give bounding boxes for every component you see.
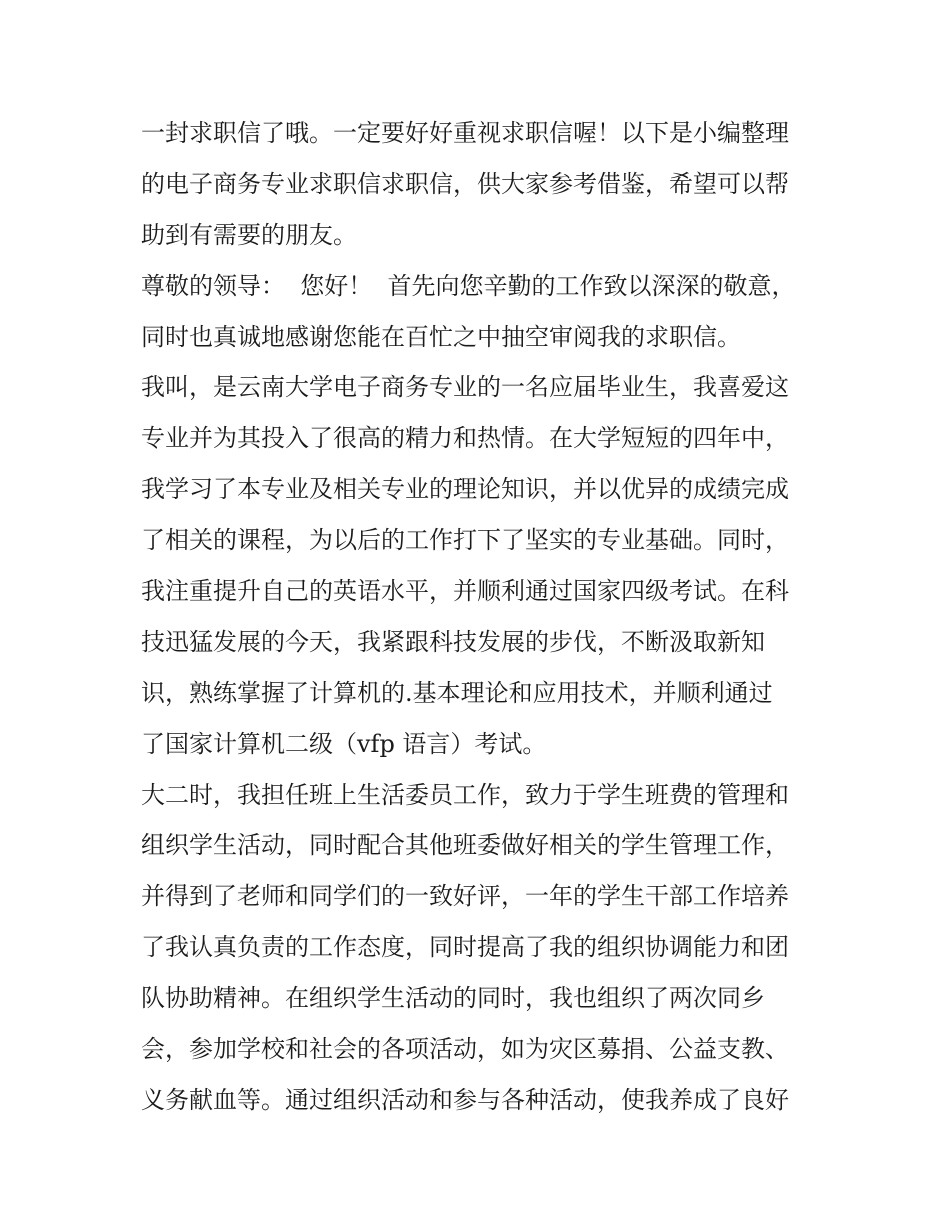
text-line-7: 专业并为其投入了很高的精力和热情。在大学短短的四年中， xyxy=(141,424,789,453)
text-line-17: 了我认真负责的工作态度，同时提高了我的组织协调能力和团 xyxy=(141,933,789,962)
text-line-11: 技迅猛发展的今天，我紧跟科技发展的步伐，不断汲取新知 xyxy=(141,627,765,656)
text-line-20: 义务献血等。通过组织活动和参与各种活动，使我养成了良好 xyxy=(141,1085,789,1114)
text-line-9: 了相关的课程，为以后的工作打下了坚实的专业基础。同时， xyxy=(141,526,789,555)
text-line-19: 会，参加学校和社会的各项活动，如为灾区募捐、公益支教、 xyxy=(141,1035,789,1064)
text-line-8: 我学习了本专业及相关专业的理论知识，并以优异的成绩完成 xyxy=(141,475,789,504)
text-line-3: 助到有需要的朋友。 xyxy=(141,220,357,249)
text-line-12: 识，熟练掌握了计算机的.基本理论和应用技术，并顺利通过 xyxy=(141,678,773,707)
text-line-15: 组织学生活动，同时配合其他班委做好相关的学生管理工作， xyxy=(141,831,789,860)
text-line-4: 尊敬的领导： 您好！ 首先向您辛勤的工作致以深深的敬意， xyxy=(141,271,796,300)
text-line-1: 一封求职信了哦。一定要好好重视求职信喔！以下是小编整理 xyxy=(141,119,789,147)
text-line-13: 了国家计算机二级（vfp 语言）考试。 xyxy=(141,729,547,758)
text-line-16: 并得到了老师和同学们的一致好评，一年的学生干部工作培养 xyxy=(141,882,789,911)
letter-body xyxy=(141,108,831,1126)
text-line-10: 我注重提升自己的英语水平，并顺利通过国家四级考试。在科 xyxy=(141,577,789,606)
text-line-6: 我叫，是云南大学电子商务专业的一名应届毕业生，我喜爱这 xyxy=(141,373,789,402)
text-line-18: 队协助精神。在组织学生活动的同时，我也组织了两次同乡 xyxy=(141,984,765,1013)
text-line-2: 的电子商务专业求职信求职信，供大家参考借鉴，希望可以帮 xyxy=(141,169,789,198)
text-line-14: 大二时，我担任班上生活委员工作，致力于学生班费的管理和 xyxy=(141,780,789,809)
text-line-5: 同时也真诚地感谢您能在百忙之中抽空审阅我的求职信。 xyxy=(141,322,741,351)
